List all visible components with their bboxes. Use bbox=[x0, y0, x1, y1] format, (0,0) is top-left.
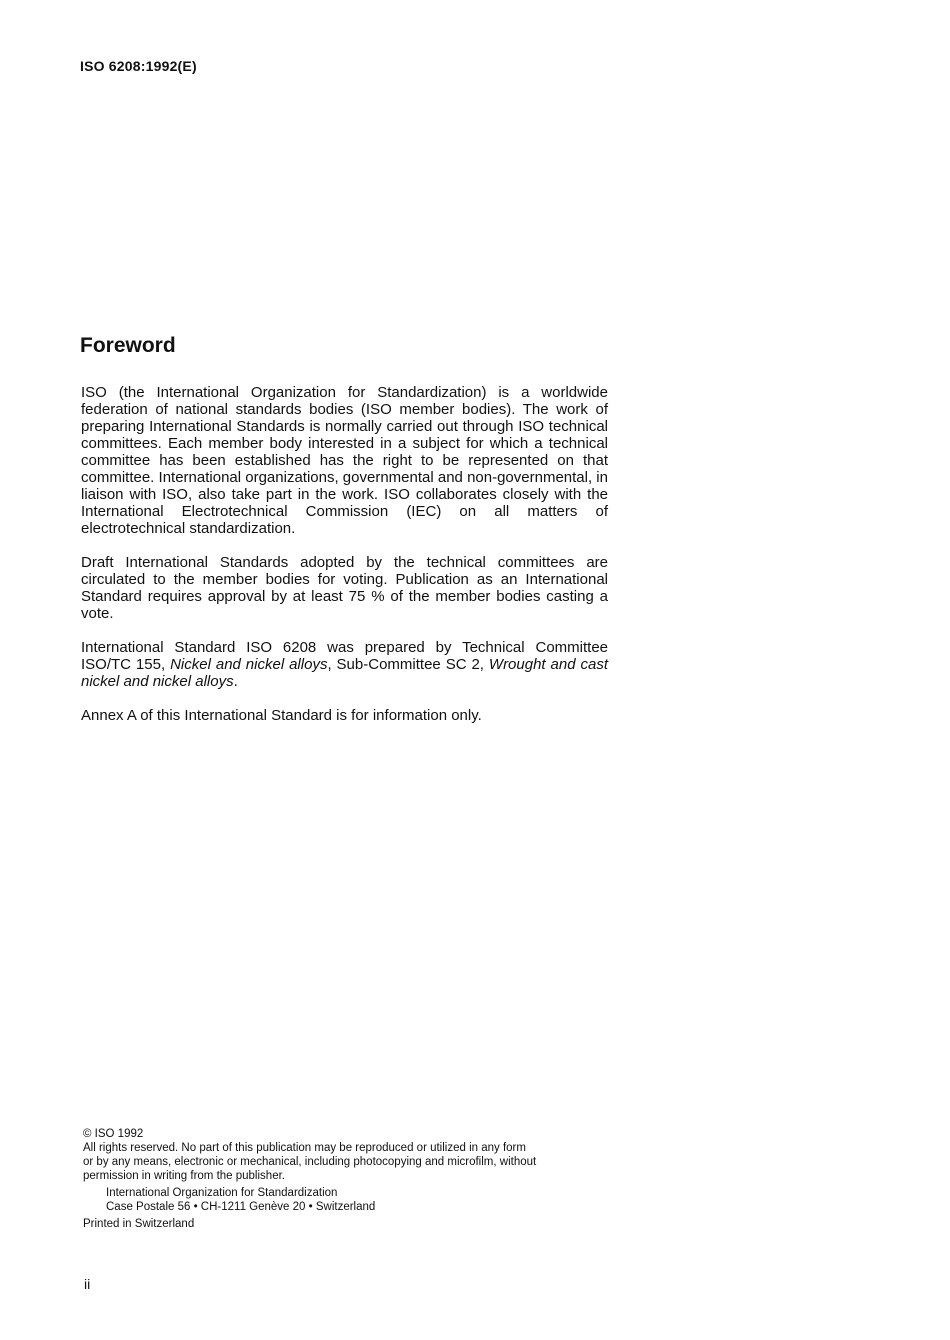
publisher-address: Case Postale 56 • CH-1211 Genève 20 • Switzerland bbox=[106, 1201, 376, 1213]
rights-line-3: permission in writing from the publisher. bbox=[83, 1170, 285, 1182]
paragraph-annex: Annex A of this International Standard is for information only. bbox=[81, 707, 482, 724]
page-number: ii bbox=[84, 1276, 91, 1292]
copyright-block bbox=[83, 1127, 613, 1231]
committee-name: Nickel and nickel alloys bbox=[170, 656, 328, 673]
rights-line-1: All rights reserved. No part of this publication may be reproduced or utilized in any form bbox=[83, 1142, 526, 1154]
section-title: Foreword bbox=[80, 334, 176, 357]
document-id: ISO 6208:1992(E) bbox=[80, 58, 197, 74]
subcommittee-name: Wrought and cast nickel and nickel alloys bbox=[81, 656, 608, 690]
copyright-notice: © ISO 1992 bbox=[83, 1128, 144, 1140]
paragraph-iso-intro: ISO (the International Organization for Standardization) is a worldwide federation of national standards bodies (ISO member bodies). The work of preparing International Standards is normally carried out through ISO technical committees. Each member body interested in a subject for which a technical committee has been established has the right to be represented on that committee. International organizations, governmental and non-governmental, in liaison with ISO, also take part in the work. ISO collaborates closely with the International Electrotechnical Commission (IEC) on all matters of electrotechnical standardization. bbox=[81, 384, 608, 537]
preparation-text: International Standard ISO 6208 was prepared by Technical Committee ISO/TC 155, bbox=[81, 639, 608, 673]
paragraph-draft-standards: Draft International Standards adopted by the technical committees are circulated to the member bodies for voting. Publication as an International Standard requires approval by at least 75 % of the member bodies casting a vote. bbox=[81, 554, 608, 622]
paragraph-preparation bbox=[81, 639, 608, 690]
preparation-text-sub: , Sub-Committee SC 2, bbox=[327, 656, 489, 673]
printed-in: Printed in Switzerland bbox=[83, 1218, 195, 1230]
preparation-period: . bbox=[233, 673, 238, 690]
rights-line-2: or by any means, electronic or mechanical, including photocopying and microfilm, without bbox=[83, 1156, 537, 1168]
publisher-name: International Organization for Standardization bbox=[106, 1187, 338, 1199]
foreword-body bbox=[81, 384, 608, 741]
